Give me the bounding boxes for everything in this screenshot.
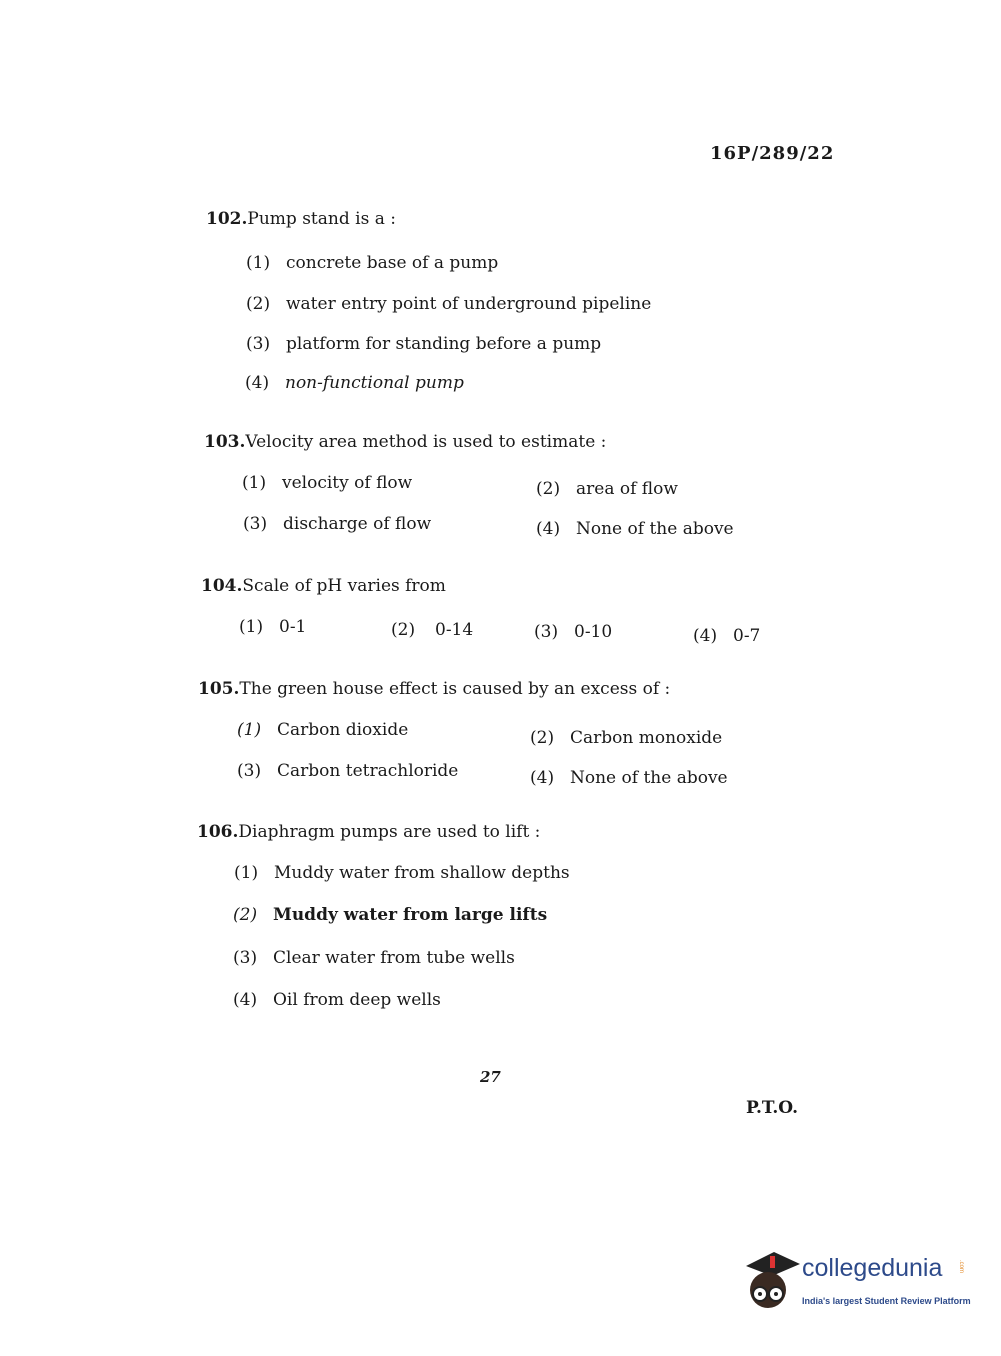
question-text: Scale of pH varies from — [242, 576, 446, 596]
question-text: Pump stand is a : — [247, 209, 396, 229]
option-106-4 — [233, 990, 441, 1010]
option-text: Clear water from tube wells — [273, 948, 515, 968]
option-number: (2) — [391, 620, 416, 640]
option-103-2 — [536, 479, 678, 499]
question-number: 102. — [206, 209, 248, 229]
option-103-3 — [243, 514, 431, 534]
question-number: 103. — [204, 432, 246, 452]
question-number: 106. — [197, 822, 239, 842]
paper-code: 16P/289/22 — [710, 143, 835, 164]
option-text: Muddy water from large lifts — [273, 905, 548, 925]
option-number: (1) — [242, 473, 267, 493]
option-103-1 — [242, 473, 412, 493]
logo-tagline: India's largest Student Review Platform — [802, 1296, 971, 1306]
option-number: (1) — [239, 617, 264, 637]
option-text: platform for standing before a pump — [286, 334, 602, 354]
question-number: 105. — [198, 679, 240, 699]
question-text: Velocity area method is used to estimate : — [245, 432, 607, 452]
option-105-3 — [237, 761, 458, 781]
option-text: 0-14 — [435, 620, 474, 640]
option-text: 0-10 — [574, 622, 613, 642]
option-number: (4) — [245, 373, 270, 393]
option-104-3 — [534, 622, 612, 642]
option-text: concrete base of a pump — [286, 253, 499, 273]
question-103 — [204, 432, 606, 452]
option-105-1 — [237, 720, 408, 740]
mascot-icon — [742, 1250, 800, 1314]
option-106-1 — [234, 863, 570, 883]
option-number: (4) — [693, 626, 718, 646]
page-number: 27 — [480, 1068, 501, 1086]
option-104-2 — [391, 620, 473, 640]
question-104 — [201, 576, 446, 596]
option-text: velocity of flow — [282, 473, 413, 493]
option-number: (2) — [530, 728, 555, 748]
option-text: None of the above — [570, 768, 728, 788]
option-number: (4) — [530, 768, 555, 788]
option-number: (3) — [534, 622, 559, 642]
option-text: None of the above — [576, 519, 734, 539]
option-text: Oil from deep wells — [273, 990, 441, 1010]
option-number: (1) — [246, 253, 271, 273]
question-text: The green house effect is caused by an excess of : — [239, 679, 671, 699]
option-104-1 — [239, 617, 306, 637]
option-number: (3) — [243, 514, 268, 534]
option-number: (2) — [536, 479, 561, 499]
option-number: (4) — [233, 990, 258, 1010]
option-text: Carbon monoxide — [570, 728, 723, 748]
option-102-4 — [245, 373, 464, 393]
option-text: Carbon tetrachloride — [277, 761, 459, 781]
option-106-2 — [233, 905, 547, 925]
pto-label: P.T.O. — [746, 1098, 798, 1118]
option-number: (1) — [237, 720, 262, 740]
option-104-4 — [693, 626, 760, 646]
option-102-3 — [246, 334, 601, 354]
option-text: 0-7 — [733, 626, 761, 646]
option-number: (2) — [246, 294, 271, 314]
option-text: Carbon dioxide — [277, 720, 409, 740]
question-number: 104. — [201, 576, 243, 596]
option-number: (3) — [233, 948, 258, 968]
option-103-4 — [536, 519, 734, 539]
option-text: non-functional pump — [285, 373, 464, 393]
option-105-4 — [530, 768, 728, 788]
option-number: (4) — [536, 519, 561, 539]
option-text: discharge of flow — [283, 514, 432, 534]
option-number: (3) — [237, 761, 262, 781]
option-105-2 — [530, 728, 722, 748]
option-106-3 — [233, 948, 515, 968]
question-text: Diaphragm pumps are used to lift : — [238, 822, 541, 842]
question-105 — [198, 679, 670, 699]
option-102-1 — [246, 253, 498, 273]
collegedunia-logo — [742, 1250, 972, 1314]
logo-wordmark: collegedunia — [802, 1254, 943, 1282]
option-number: (1) — [234, 863, 259, 883]
option-text: area of flow — [576, 479, 678, 499]
question-102 — [206, 209, 396, 229]
option-number: (2) — [233, 905, 258, 925]
option-number: (3) — [246, 334, 271, 354]
option-text: Muddy water from shallow depths — [274, 863, 570, 883]
option-102-2 — [246, 294, 651, 314]
option-text: water entry point of underground pipeline — [286, 294, 652, 314]
logo-suffix: .com — [958, 1260, 964, 1274]
option-text: 0-1 — [279, 617, 307, 637]
question-106 — [197, 822, 540, 842]
